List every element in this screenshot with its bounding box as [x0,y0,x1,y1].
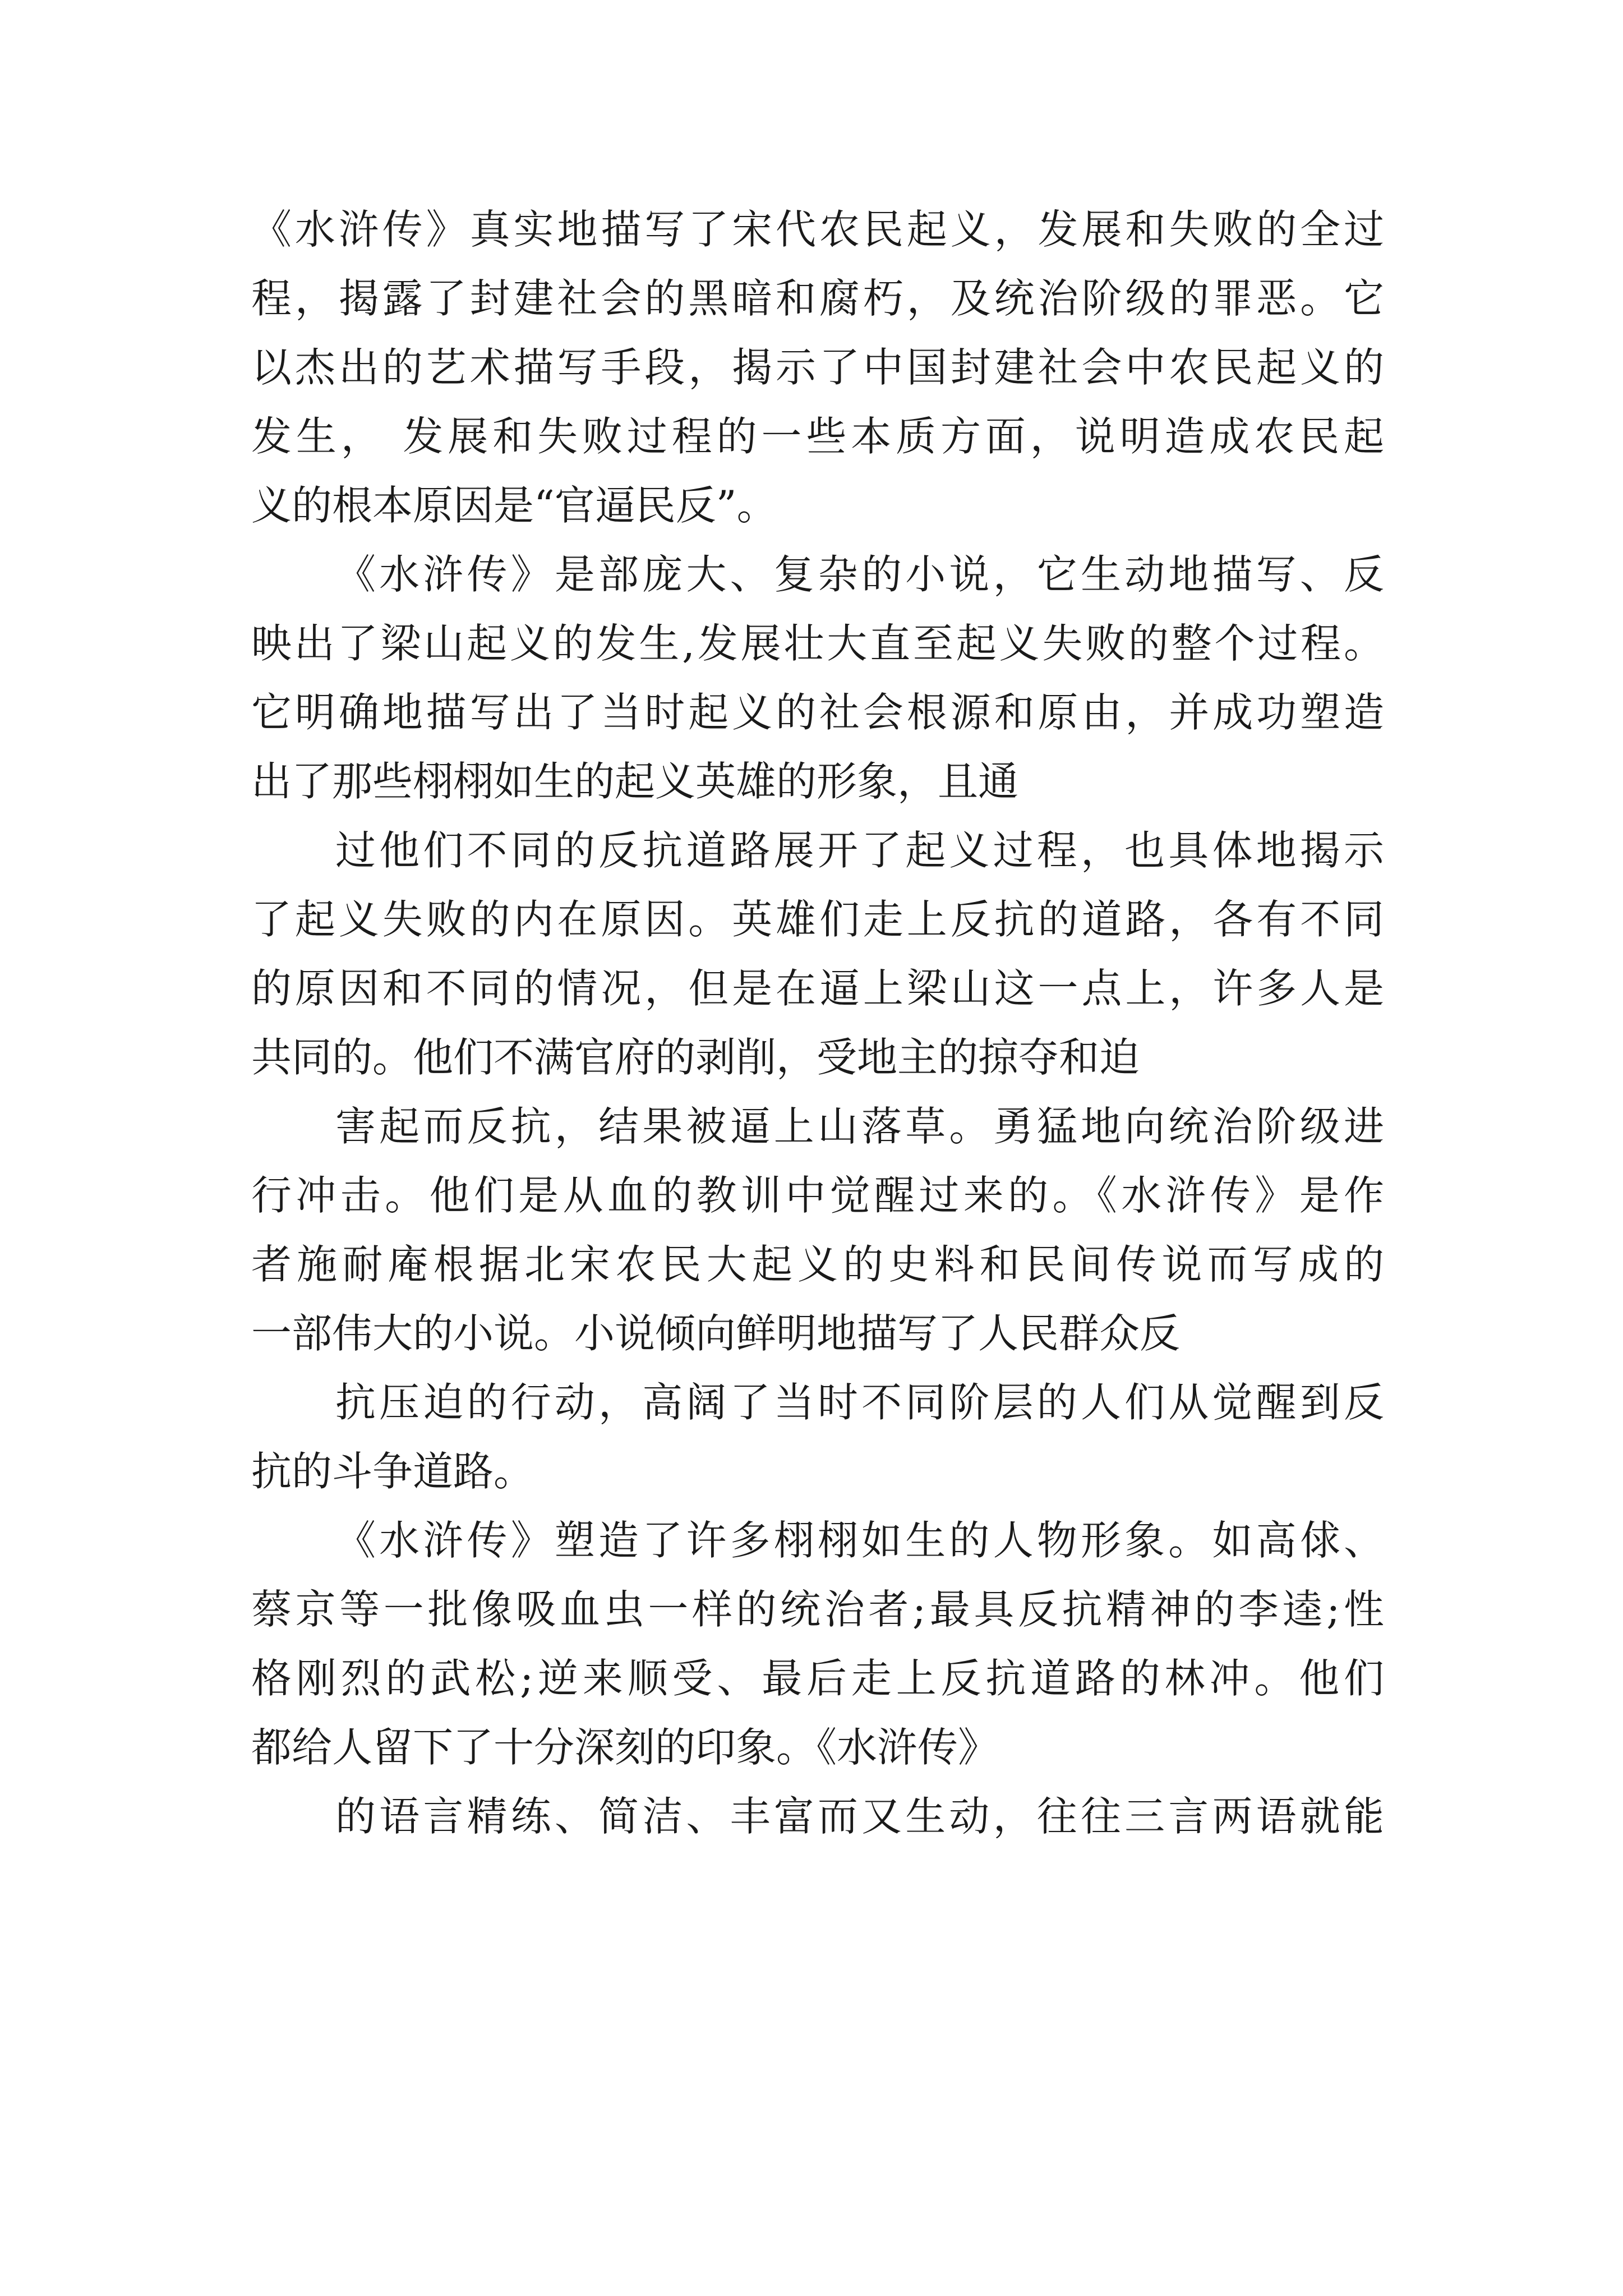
text-line: 程，揭露了封建社会的黑暗和腐朽，及统治阶级的罪恶。它 [251,275,1384,322]
text-line: 行冲击。他们是从血的教训中觉醒过来的。《水浒传》是作 [251,1172,1384,1219]
text-line: 蔡京等一批像吸血虫一样的统治者;最具反抗精神的李逵;性 [251,1586,1384,1633]
text-line: 害起而反抗，结果被逼上山落草。勇猛地向统治阶级进 [335,1103,1384,1150]
text-line: 《水浒传》塑造了许多栩栩如生的人物形象。如高俅、 [335,1517,1384,1564]
text-line: 《水浒传》真实地描写了宋代农民起义，发展和失败的全过 [251,206,1384,253]
text-line: 发生， 发展和失败过程的一些本质方面，说明造成农民起 [251,413,1384,460]
text-line: 《水浒传》是部庞大、复杂的小说，它生动地描写、反 [335,551,1384,598]
paragraph [251,1782,1384,1851]
paragraph [251,1092,1384,1368]
paragraph [251,540,1384,816]
text-line: 抗压迫的行动，高阔了当时不同阶层的人们从觉醒到反 [335,1379,1384,1426]
text-line: 格刚烈的武松;逆来顺受、最后走上反抗道路的林冲。他们 [251,1655,1384,1702]
text-line: 了起义失败的内在原因。英雄们走上反抗的道路，各有不同 [251,896,1384,943]
paragraph [251,195,1384,540]
paragraph [251,1368,1384,1506]
body-text [251,195,1384,1851]
text-line: 出了那些栩栩如生的起义英雄的形象，且通 [251,758,1019,805]
text-line: 都给人留下了十分深刻的印象。《水浒传》 [251,1724,999,1771]
text-line: 的语言精练、简洁、丰富而又生动，往往三言两语就能 [335,1793,1384,1840]
text-line: 一部伟大的小说。小说倾向鲜明地描写了人民群众反 [251,1310,1181,1357]
text-line: 映出了梁山起义的发生,发展壮大直至起义失败的整个过程。 [251,620,1384,667]
text-line: 共同的。他们不满官府的剥削，受地主的掠夺和迫 [251,1034,1140,1081]
text-line: 者施耐庵根据北宋农民大起义的史料和民间传说而写成的 [251,1241,1384,1288]
paragraph [251,816,1384,1092]
text-line: 的原因和不同的情况，但是在逼上梁山这一点上，许多人是 [251,965,1384,1012]
text-line: 义的根本原因是“官逼民反”。 [251,482,777,529]
text-line: 抗的斗争道路。 [251,1448,534,1495]
paragraph [251,1506,1384,1782]
text-line: 以杰出的艺术描写手段，揭示了中国封建社会中农民起义的 [251,344,1384,391]
text-line: 过他们不同的反抗道路展开了起义过程，也具体地揭示 [335,827,1384,874]
text-line: 它明确地描写出了当时起义的社会根源和原由，并成功塑造 [251,689,1384,736]
